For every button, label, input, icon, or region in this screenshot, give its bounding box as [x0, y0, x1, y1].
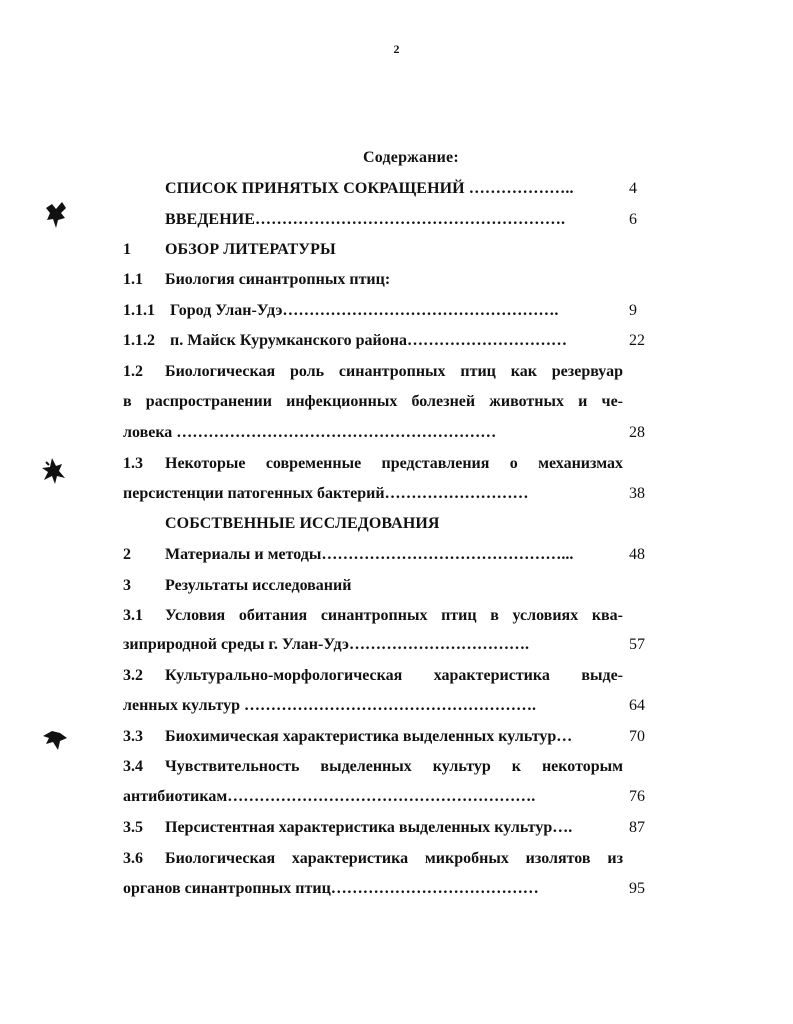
toc-entry-persistence [123, 455, 623, 473]
toc-entry-biological-role-line2 [123, 393, 623, 411]
toc-entry-biological-role-line3 [123, 424, 623, 442]
toc-entry-culture-morphology [123, 667, 623, 685]
toc-entry-number: 1.1.1 [123, 302, 155, 319]
toc-entry-text-line2: антибиотикам…………………………………………………. [123, 788, 536, 805]
toc-entry-text: СПИСОК ПРИНЯТЫХ СОКРАЩЕНИЙ ……………….. [165, 180, 574, 197]
toc-entry-text: п. Майск Курумканского района………………………… [170, 332, 567, 349]
toc-entry-text-line2: зиприродной среды г. Улан-Удэ……………………………. [123, 636, 529, 653]
toc-entry-text: Биохимическая характеристика выделенных культур… [165, 728, 573, 745]
toc-entry-persistence-line2 [123, 485, 623, 503]
toc-entry-number: 3.2 [123, 667, 143, 684]
toc-entry-text: Город Улан-Удэ……………………………………………. [170, 302, 559, 319]
toc-entry-text-line2: в распространении инфекционных болезней животных и че- [123, 393, 623, 410]
toc-page-number: 38 [629, 485, 645, 502]
toc-page-number: 76 [629, 788, 645, 805]
toc-page-number: 57 [629, 636, 645, 653]
ink-blot-2 [40, 456, 68, 486]
toc-entry-number: 3.3 [123, 728, 143, 745]
toc-entry-text-line1: Биологическая характеристика микробных изолятов из [165, 850, 623, 867]
toc-entry-text-line1: Биологическая роль синантропных птиц как резервуар [165, 363, 623, 380]
toc-entry-text-line2: персистенции патогенных бактерий……………………… [123, 485, 529, 502]
toc-entry-text-line1: Условия обитания синантропных птиц в условиях ква- [165, 607, 623, 624]
toc-entry-text: ОБЗОР ЛИТЕРАТУРЫ [165, 241, 336, 258]
toc-entry-text: СОБСТВЕННЫЕ ИССЛЕДОВАНИЯ [165, 515, 440, 532]
toc-entry-text-line1: Некоторые современные представления о механизмах [165, 455, 623, 472]
toc-entry-number: 2 [123, 546, 131, 563]
toc-entry-number: 1.1 [123, 271, 143, 288]
toc-entry-number: 3.4 [123, 758, 143, 775]
toc-entry-number: 3.1 [123, 607, 143, 624]
toc-entry-text-line2: ленных культур ………………………………………………. [123, 697, 536, 714]
toc-entry-culture-morphology-line2 [123, 697, 623, 715]
toc-page-number: 28 [629, 424, 645, 441]
toc-entry-results [123, 577, 623, 595]
toc-entry-text-line1: Чувствительность выделенных культур к некоторым [165, 758, 623, 775]
toc-entry-habitat [123, 607, 623, 625]
toc-entry-sensitivity [123, 758, 623, 776]
toc-entry-biological-role [123, 363, 623, 381]
toc-entry-ulan-ude [123, 302, 623, 320]
toc-entry-text: Биология синантропных птиц: [165, 271, 391, 288]
toc-page-number: 64 [629, 697, 645, 714]
toc-entry-abbreviations [165, 180, 620, 198]
toc-entry-maysk [123, 332, 623, 350]
toc-entry-number: 1 [123, 241, 131, 258]
toc-page-number: 95 [629, 880, 645, 897]
toc-entry-text: Результаты исследований [165, 577, 352, 594]
toc-entry-microbial-isolates-line2 [123, 880, 623, 898]
toc-page-number: 48 [629, 546, 645, 563]
toc-entry-materials-methods [123, 546, 623, 564]
toc-entry-text-line1: Культурально-морфологическая характеристика выде- [165, 667, 623, 684]
ink-blot-3 [40, 726, 70, 754]
ink-blot-1 [42, 200, 70, 230]
toc-entry-text-line3: ловека …………………………………………………… [123, 424, 497, 441]
toc-entry-literature-review [123, 241, 623, 259]
toc-entry-biochemistry [123, 728, 623, 746]
toc-entry-number: 1.3 [123, 455, 143, 472]
toc-page-number: 22 [629, 332, 645, 349]
toc-entry-text: Персистентная характеристика выделенных культур…. [165, 819, 573, 836]
toc-page-number: 6 [629, 211, 637, 228]
toc-page-number: 4 [629, 180, 637, 197]
toc-entry-number: 3.6 [123, 850, 143, 867]
toc-entry-number: 1.2 [123, 363, 143, 380]
toc-entry-own-research [165, 515, 665, 533]
toc-entry-text: ВВЕДЕНИЕ…………………………………………………. [165, 211, 566, 228]
toc-entry-persistent [123, 819, 623, 837]
toc-page-number: 70 [629, 728, 645, 745]
toc-page-number: 87 [629, 819, 645, 836]
toc-entry-sensitivity-line2 [123, 788, 623, 806]
toc-entry-introduction [165, 211, 620, 229]
toc-entry-text-line2: органов синантропных птиц………………………………… [123, 880, 539, 897]
toc-entry-biology [123, 271, 623, 289]
toc-entry-text: Материалы и методы………………………………………... [165, 546, 574, 563]
toc-page-number: 9 [629, 302, 637, 319]
toc-title: Содержание: [363, 149, 459, 166]
toc-entry-number: 3 [123, 577, 131, 594]
toc-entry-number: 3.5 [123, 819, 143, 836]
toc-entry-habitat-line2 [123, 636, 623, 654]
page-number: 2 [393, 42, 400, 56]
toc-entry-number: 1.1.2 [123, 332, 155, 349]
toc-entry-microbial-isolates [123, 850, 623, 868]
